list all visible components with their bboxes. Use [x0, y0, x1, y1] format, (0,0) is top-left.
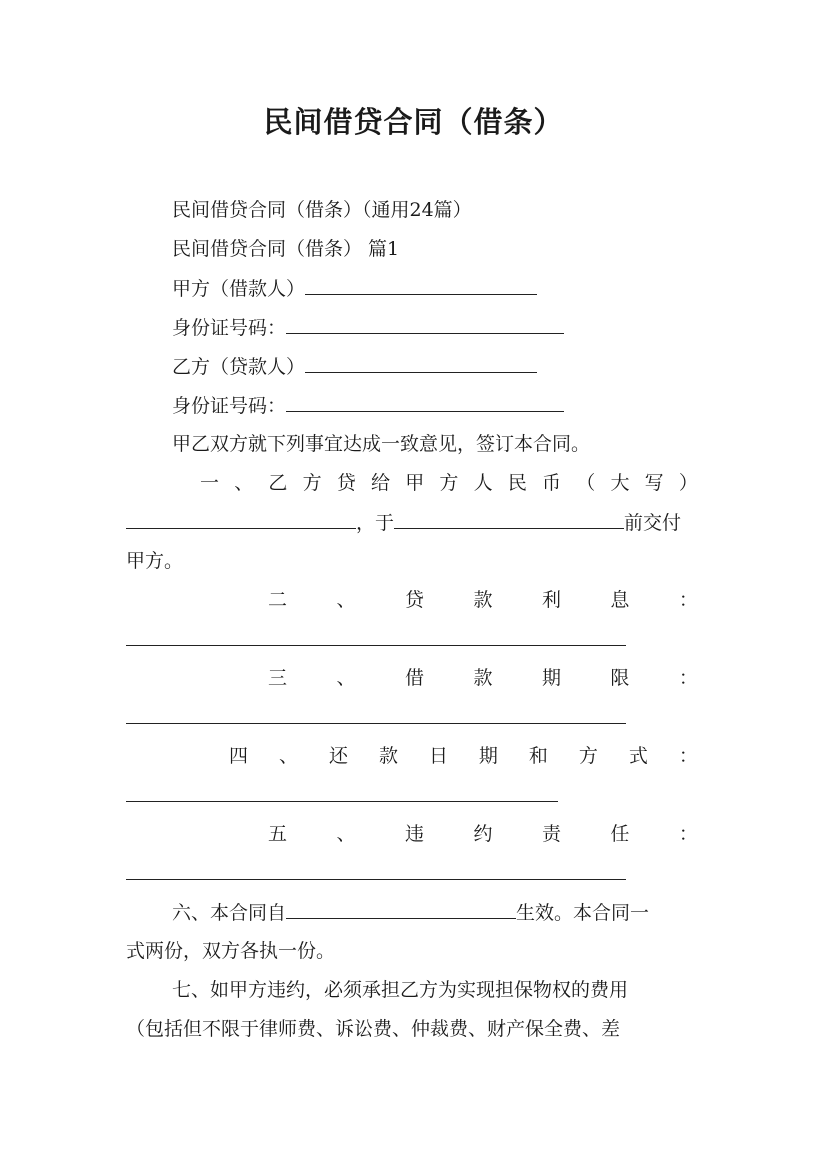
clause-1-line-2	[126, 510, 681, 535]
heading-line-1: 民间借贷合同（借条）（通用24篇）	[172, 199, 472, 221]
clause-1-mid: ，于	[356, 512, 395, 534]
id-b-blank	[286, 393, 564, 412]
clause-3-char: ：	[678, 667, 698, 689]
clause-4-char: 、	[278, 745, 298, 767]
clause-1-char: 币	[542, 472, 562, 494]
clause-4-char: 款	[378, 745, 398, 767]
clause-1-char: 方	[302, 472, 322, 494]
clause-6-end: 生效。本合同一	[516, 902, 650, 924]
clause-6-start: 六、本合同自	[172, 902, 287, 924]
clause-1-char: ）	[678, 472, 698, 494]
clause-4-char: 还	[328, 745, 348, 767]
party-a-blank	[305, 276, 537, 295]
clause-3-line	[268, 666, 698, 690]
clause-4-char: ：	[678, 745, 698, 767]
party-b-blank	[305, 354, 537, 373]
clause-1-char: 方	[439, 472, 459, 494]
party-b-line	[172, 354, 537, 379]
party-b-label: 乙方（贷款人）	[172, 356, 306, 378]
clause-3-char: 期	[541, 667, 561, 689]
clause-6-line-2: 式两份，双方各执一份。	[126, 940, 336, 962]
agreement-line: 甲乙双方就下列事宜达成一致意见，签订本合同。	[172, 433, 591, 455]
clause-1-char: 民	[507, 472, 527, 494]
clause-4-char: 期	[478, 745, 498, 767]
clause-4-char: 式	[628, 745, 648, 767]
id-a-label: 身份证号码：	[172, 317, 287, 339]
document-title: 民间借贷合同（借条）	[263, 105, 564, 139]
clause-1-line	[200, 471, 698, 495]
clause-4-char: 日	[428, 745, 448, 767]
clause-4-char: 和	[528, 745, 548, 767]
id-b-label: 身份证号码：	[172, 395, 287, 417]
clause-3-char: 借	[404, 667, 424, 689]
clause-3-char: 限	[610, 667, 630, 689]
clause-4-blank	[126, 801, 558, 802]
party-a-line	[172, 276, 537, 301]
clause-3-char: 、	[336, 667, 356, 689]
clause-2-line	[268, 588, 698, 612]
id-b-line	[172, 393, 564, 418]
clause-5-char: ：	[678, 823, 698, 845]
clause-1-date-blank	[394, 510, 624, 529]
clause-4-char: 四	[229, 745, 249, 767]
clause-5-line	[268, 822, 698, 846]
clause-1-char: 给	[371, 472, 391, 494]
clause-5-char: 违	[404, 823, 424, 845]
clause-1-char: （	[576, 472, 596, 494]
clause-2-char: 二	[268, 589, 288, 611]
clause-6-line	[172, 900, 649, 925]
clause-1-char: 写	[644, 472, 664, 494]
clause-5-char: 、	[336, 823, 356, 845]
clause-6-date-blank	[286, 900, 516, 919]
clause-4-char: 方	[578, 745, 598, 767]
clause-2-char: ：	[678, 589, 698, 611]
clause-2-char: 利	[541, 589, 561, 611]
clause-2-char: 息	[610, 589, 630, 611]
clause-1-end: 前交付	[624, 512, 682, 534]
clause-1-char: 人	[473, 472, 493, 494]
clause-7-line-2: （包括但不限于律师费、诉讼费、仲裁费、财产保全费、差	[126, 1018, 621, 1040]
clause-1-char: 甲	[405, 472, 425, 494]
clause-1-char: 、	[234, 472, 254, 494]
clause-5-char: 任	[610, 823, 630, 845]
clause-5-blank	[126, 879, 626, 880]
clause-2-blank	[126, 645, 626, 646]
clause-1-char: 乙	[268, 472, 288, 494]
clause-7-line-1: 七、如甲方违约，必须承担乙方为实现担保物权的费用	[172, 979, 629, 1001]
clause-1-line-3: 甲方。	[126, 550, 184, 572]
id-a-blank	[286, 315, 564, 334]
clause-3-char: 款	[473, 667, 493, 689]
clause-4-line	[229, 744, 698, 768]
clause-1-char: 大	[610, 472, 630, 494]
clause-1-amount-blank	[126, 510, 356, 529]
party-a-label: 甲方（借款人）	[172, 278, 306, 300]
clause-3-char: 三	[268, 667, 288, 689]
clause-5-char: 五	[268, 823, 288, 845]
heading-line-2: 民间借贷合同（借条） 篇1	[172, 238, 400, 260]
id-a-line	[172, 315, 564, 340]
clause-2-char: 贷	[404, 589, 424, 611]
clause-2-char: 款	[473, 589, 493, 611]
clause-1-char: 贷	[336, 472, 356, 494]
clause-5-char: 责	[541, 823, 561, 845]
clause-5-char: 约	[473, 823, 493, 845]
clause-2-char: 、	[336, 589, 356, 611]
clause-3-blank	[126, 723, 626, 724]
clause-1-char: 一	[200, 472, 220, 494]
